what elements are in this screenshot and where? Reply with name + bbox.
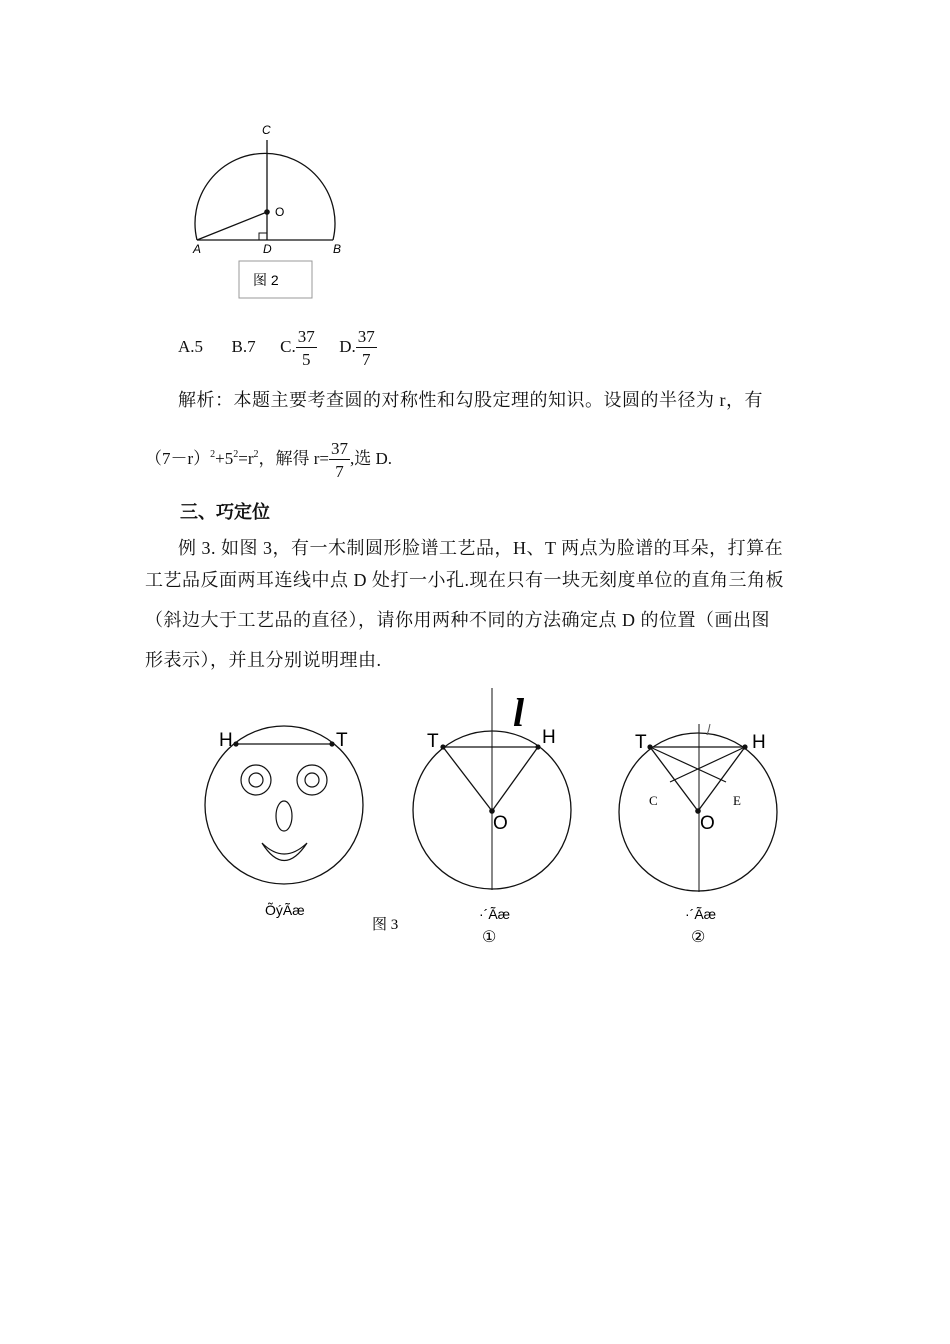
option-c-prefix: C. (280, 336, 296, 356)
example-3-line-2: 工艺品反面两耳连线中点 D 处打一小孔.现在只有一块无刻度单位的直角三角板 (145, 570, 784, 590)
eq-part-2: +5 (215, 448, 234, 468)
method-1-label-o: O (493, 813, 508, 834)
method-1-line-to (443, 747, 492, 811)
face-label-t: T (336, 730, 348, 751)
method-1-line-ho (492, 747, 538, 811)
option-c-fraction (296, 328, 317, 368)
label-b: B (333, 242, 342, 256)
method-2-point-h (742, 744, 747, 749)
figure-3 (195, 680, 795, 960)
left-eye-outer (241, 765, 271, 795)
segment-ao (197, 212, 267, 240)
method-2-drawing (619, 724, 777, 946)
figure-2 (185, 118, 360, 303)
label-a: A (193, 242, 202, 256)
eq-part-4: ，解得 r= (258, 448, 330, 468)
method-2-label-o: O (700, 813, 715, 834)
option-b: B.7 (231, 336, 256, 356)
example-3-line-4: 形表示），并且分别说明理由. (145, 650, 382, 670)
method-1-caption: ·´Ãæ (479, 906, 511, 922)
method-1-number: ① (482, 929, 497, 946)
face-point-t (329, 741, 334, 746)
left-eye-inner (249, 773, 263, 787)
method-1-point-t (440, 744, 445, 749)
option-c-denominator: 5 (301, 350, 311, 369)
option-d-numerator: 37 (357, 327, 375, 346)
option-d-prefix: D. (339, 336, 356, 356)
mouth (262, 843, 307, 861)
right-angle-mark (259, 233, 267, 240)
option-c-numerator: 37 (297, 327, 315, 346)
method-1-point-h (535, 744, 540, 749)
figure-3-caption: 图 3 (372, 917, 399, 933)
label-o: O (275, 205, 285, 219)
analysis-equation (145, 440, 392, 480)
eq-sup-1: 2 (210, 448, 216, 460)
face-label-h: H (219, 730, 233, 751)
section-heading: 三、巧定位 (180, 502, 270, 523)
eq-denominator: 7 (335, 462, 344, 481)
label-c: C (262, 123, 271, 137)
option-d-denominator: 7 (362, 350, 371, 369)
example-3-line-3: （斜边大于工艺品的直径），请你用两种不同的方法确定点 D 的位置（画出图 (145, 610, 770, 630)
method-2-point-t (647, 744, 652, 749)
method-2-label-c: C (649, 793, 658, 808)
eq-part-5: ,选 D. (350, 448, 393, 468)
analysis-line-1: 解析：本题主要考查圆的对称性和勾股定理的知识。设圆的半径为 r，有 (178, 390, 763, 410)
eq-sup-2: 2 (233, 448, 239, 460)
eq-fraction (329, 440, 350, 480)
eq-sup-3: 2 (253, 448, 259, 460)
method-2-line-tc (650, 747, 726, 782)
method-1-label-l: l (513, 690, 525, 735)
face-point-h (233, 741, 238, 746)
circle-arc (195, 153, 335, 240)
option-a: A.5 (178, 336, 204, 356)
method-1-label-h: H (542, 727, 556, 748)
eq-numerator: 37 (331, 439, 349, 458)
method-2-number: ② (691, 929, 706, 946)
label-d: D (263, 242, 272, 256)
right-eye-inner (305, 773, 319, 787)
method-2-label-e: E (733, 793, 741, 808)
method-2-caption: ·´Ãæ (685, 906, 717, 922)
method-1-drawing (413, 688, 571, 946)
center-point (264, 209, 270, 215)
figure-2-caption: 图 2 (253, 272, 279, 288)
method-2-label-h: H (752, 732, 766, 753)
answer-options (178, 328, 377, 368)
method-1-label-t: T (427, 731, 439, 752)
face-caption: ÕýÃæ (265, 902, 305, 918)
face-drawing (205, 726, 363, 918)
eq-part-1: （7－r） (145, 448, 211, 468)
right-eye-outer (297, 765, 327, 795)
method-2-line-he (670, 747, 745, 782)
nose (276, 801, 292, 831)
eq-part-3: =r (238, 448, 254, 468)
method-2-label-t: T (635, 732, 647, 753)
example-3-line-1: 例 3. 如图 3，有一木制圆形脸谱工艺品，H、T 两点为脸谱的耳朵，打算在 (178, 538, 784, 558)
option-d-fraction (356, 328, 377, 368)
